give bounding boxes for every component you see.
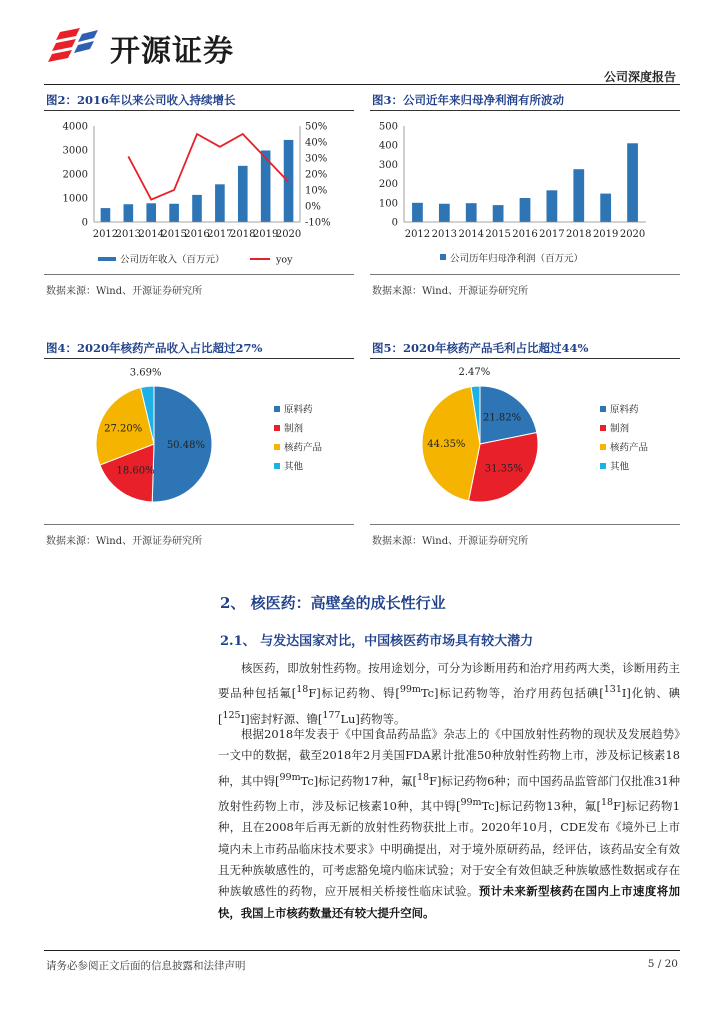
fig2-y2-tick-label: 0%: [305, 201, 321, 213]
fig5-title: 图5：2020年核药产品毛利占比超过44%: [372, 341, 589, 355]
fig2-bar: [238, 166, 248, 222]
fig2-legend-line-label: yoy: [276, 254, 293, 266]
fig4-title: 图4：2020年核药产品收入占比超过27%: [46, 341, 263, 355]
fig2-bar: [192, 195, 202, 222]
fig3-x-tick-label: 2015: [485, 229, 511, 240]
fig2-source: 数据来源：Wind、开源证券研究所: [46, 286, 203, 297]
footer-disclaimer: 请务必参阅正文后面的信息披露和法律声明: [46, 960, 246, 972]
f5-value-label: 31.35%: [484, 463, 523, 475]
logo-mark-icon: [46, 24, 106, 64]
f4-legend-swatch: [274, 463, 280, 469]
f4-legend-swatch: [274, 425, 280, 431]
fig2-top-rule: [44, 110, 354, 111]
f4-value-label: 50.48%: [166, 439, 205, 451]
fig2-y2-tick-label: 40%: [305, 137, 328, 149]
f4-value-label: 27.20%: [104, 423, 143, 435]
fig3-x-tick-label: 2016: [512, 229, 538, 240]
f4-legend-label: 核药产品: [284, 442, 323, 454]
fig5-bottom-rule: [370, 524, 680, 525]
fig3-x-tick-label: 2017: [539, 229, 565, 240]
paragraph-2-conclusion: 预计未来新型核药在国内上市速度将加快，我国上市核药数量还有较大提升空间。: [218, 884, 680, 920]
fig3-y-tick-label: 400: [378, 140, 398, 152]
f4-legend-label: 其他: [284, 461, 304, 473]
fig4-source: 数据来源：Wind、开源证券研究所: [46, 536, 203, 547]
f4-legend-label: 原料药: [284, 404, 313, 416]
fig5-source: 数据来源：Wind、开源证券研究所: [372, 536, 529, 547]
company-name: 开源证券: [110, 34, 234, 69]
fig3-bar: [493, 205, 504, 222]
fig3-y-tick-label: 200: [378, 179, 398, 191]
fig2-bar: [146, 203, 156, 222]
fig2-y2-tick-label: 10%: [305, 185, 328, 197]
fig2-bottom-rule: [44, 274, 354, 275]
fig2-x-tick-label: 2016: [184, 229, 210, 240]
fig3-bar: [627, 143, 638, 222]
f5-legend-label: 核药产品: [610, 442, 649, 454]
report-type: 公司深度报告: [603, 70, 676, 84]
paragraph-2: 根据2018年发表于《中国食品药品监》杂志上的《中国放射性药物的现状及发展趋势》一文中的数据，截至2018年2月美国FDA累计批准50种放射性药物上市，涉及标记核素18种，其中锝[$^{99m}$Tc]标记药物17种，氟[$^{18}$F]标记药物6种；而中国药品监管部门仅批准31种放射性药物上市，涉及标记核素10种，其中锝[$^{99m}$Tc]标记药物13种，氟[$^{18}$F]标记药物1种，且在2008年后再无新的放射性药物获批上市。2020年10月，CDE发布《境外已上市境内未上市药品临床技术要求》中明确提出，对于境外原研药品，经评估，该药品安全有效且无种族敏感性的，可考虑豁免境内临床试验；对于安全有效但缺乏种族敏感性数据或存在种族敏感性的药物，应开展相关桥接性临床试验。预计未来新型核药在国内上市速度将加快，我国上市核药数量还有较大提升空间。: [218, 727, 680, 920]
fig2-y-tick-label: 4000: [62, 121, 88, 133]
fig2-y2-tick-label: 30%: [305, 153, 328, 165]
fig2-bar: [215, 184, 225, 222]
fig2-x-tick-label: 2014: [138, 229, 164, 240]
f4-legend-swatch: [274, 444, 280, 450]
fig2-y-tick-label: 1000: [62, 193, 88, 205]
fig2-legend-bar-label: 公司历年收入（百万元）: [120, 254, 225, 266]
fig5-chart: [370, 360, 682, 522]
fig3-x-tick-label: 2013: [431, 229, 458, 240]
fig3-bar: [466, 203, 477, 222]
fig2-x-tick-label: 2013: [115, 229, 142, 240]
fig2-x-tick-label: 2020: [275, 229, 302, 240]
fig3-bar: [547, 190, 558, 222]
fig2-bar: [124, 204, 134, 222]
header-rule: [44, 84, 680, 85]
f5-value-label: 21.82%: [482, 412, 522, 424]
fig2-chart: [44, 112, 356, 270]
fig3-legend-swatch: [440, 254, 446, 260]
fig4-bottom-rule: [44, 524, 354, 525]
fig3-bar: [600, 194, 611, 222]
f4-legend-swatch: [274, 406, 280, 412]
section-title: 2、 核医药：高壁垒的成长性行业: [220, 594, 446, 612]
fig4-top-rule: [44, 358, 354, 359]
fig3-x-tick-label: 2012: [404, 229, 431, 240]
fig2-bar: [169, 204, 179, 222]
f5-legend-swatch: [600, 463, 606, 469]
f4-value-label: 3.69%: [129, 367, 162, 379]
fig2-x-tick-label: 2017: [207, 229, 233, 240]
fig4-chart: [44, 360, 356, 522]
fig3-y-tick-label: 0: [391, 217, 398, 229]
f5-legend-swatch: [600, 425, 606, 431]
f5-legend-swatch: [600, 406, 606, 412]
fig3-top-rule: [370, 110, 680, 111]
f4-value-label: 18.60%: [116, 465, 155, 477]
fig2-x-tick-label: 2018: [230, 229, 256, 240]
paragraph-1: 核医药，即放射性药物。按用途划分，可分为诊断用药和治疗用药两大类，诊断用药主要品种包括氟[$^{18}$F]标记药物、锝[$^{99m}$Tc]标记药物等，治疗用药包括碘[$^{131}$I]化钠、碘[$^{125}$I]密封籽源、镥[$^{177}$Lu]药物等。: [218, 661, 681, 726]
fig3-chart: [370, 112, 682, 270]
fig2-y2-tick-label: 50%: [305, 121, 328, 133]
fig3-bar: [412, 203, 423, 222]
fig2-y-tick-label: 0: [81, 217, 88, 229]
footer-rule: [44, 950, 680, 951]
subsection-title: 2.1、 与发达国家对比，中国核医药市场具有较大潜力: [220, 634, 534, 649]
fig3-bar: [520, 198, 531, 222]
fig2-x-tick-label: 2019: [252, 229, 279, 240]
fig3-x-tick-label: 2020: [619, 229, 646, 240]
fig2-y2-tick-label: 20%: [305, 169, 328, 181]
logo: [46, 24, 286, 69]
f5-value-label: 2.47%: [458, 367, 491, 379]
fig3-x-tick-label: 2019: [592, 229, 619, 240]
fig2-bar: [101, 208, 111, 222]
fig2-y2-tick-label: -10%: [305, 217, 331, 229]
fig3-x-tick-label: 2014: [458, 229, 484, 240]
page-number: 5 / 20: [647, 958, 678, 970]
fig5-top-rule: [370, 358, 680, 359]
f4-legend-label: 制剂: [284, 423, 304, 435]
fig3-x-tick-label: 2018: [566, 229, 592, 240]
fig3-bar: [573, 169, 584, 222]
f5-legend-label: 制剂: [610, 423, 630, 435]
fig3-y-tick-label: 100: [378, 198, 398, 210]
fig2-x-tick-label: 2012: [92, 229, 119, 240]
fig2-x-tick-label: 2015: [161, 229, 187, 240]
f5-value-label: 44.35%: [427, 438, 466, 450]
fig3-bottom-rule: [370, 274, 680, 275]
f5-legend-swatch: [600, 444, 606, 450]
fig2-y-tick-label: 2000: [62, 169, 88, 181]
fig3-legend-label: 公司历年归母净利润（百万元）: [450, 253, 584, 265]
fig3-y-tick-label: 500: [378, 121, 398, 133]
fig3-y-tick-label: 300: [378, 159, 398, 171]
f5-legend-label: 原料药: [610, 404, 639, 416]
fig3-title: 图3：公司近年来归母净利润有所波动: [372, 93, 564, 107]
fig2-title: 图2：2016年以来公司收入持续增长: [46, 93, 236, 107]
fig3-bar: [439, 204, 450, 222]
fig2-y-tick-label: 3000: [62, 145, 88, 157]
f5-legend-label: 其他: [610, 461, 630, 473]
fig3-source: 数据来源：Wind、开源证券研究所: [372, 286, 529, 297]
